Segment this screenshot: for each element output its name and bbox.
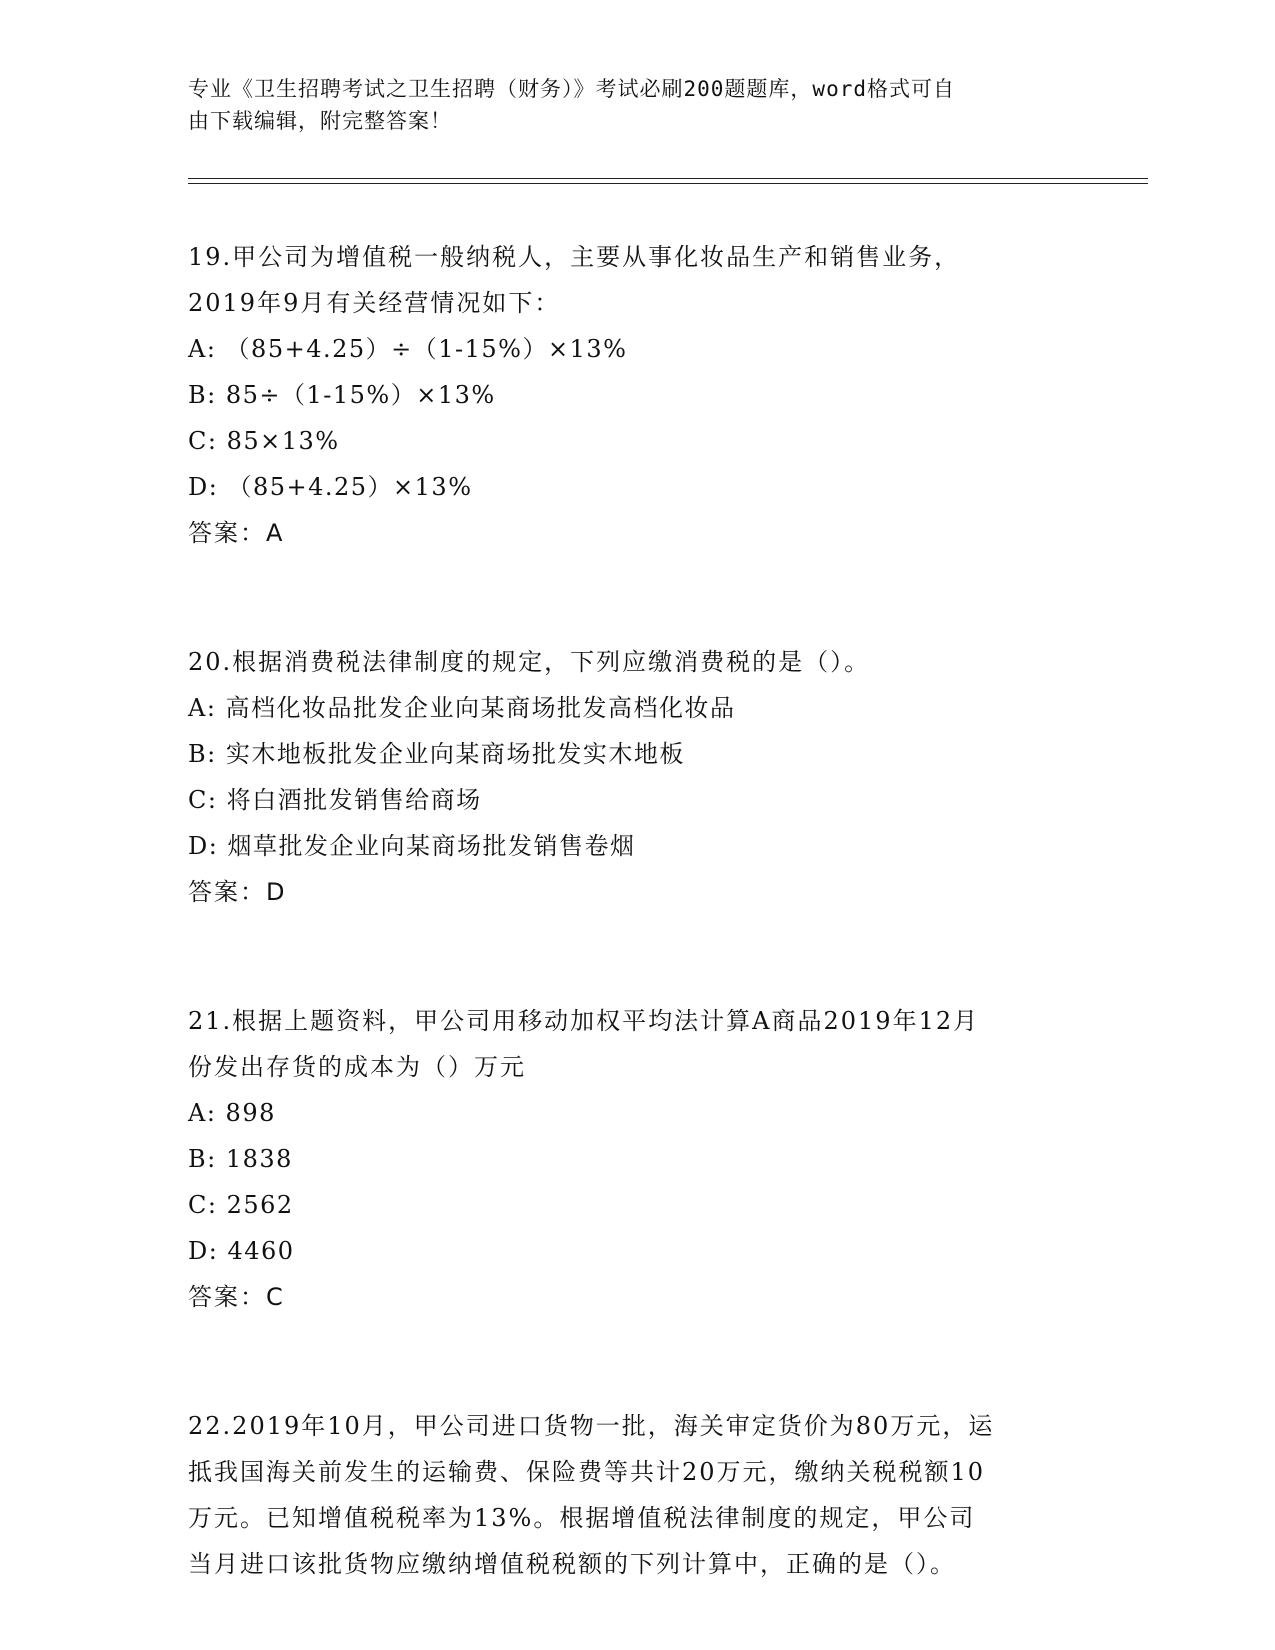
question-text (188, 234, 1088, 326)
header-line-1: 专业《卫生招聘考试之卫生招聘（财务）》考试必刷200题题库，word格式可自 (188, 77, 955, 101)
question-text (188, 639, 1088, 685)
question-line: 当月进口该批货物应缴纳增值税税额的下列计算中，正确的是（）。 (188, 1550, 956, 1578)
option-d: D: （85+4.25）×13% (188, 473, 473, 501)
header-line-2: 由下载编辑，附完整答案！ (188, 109, 452, 133)
option-c: C: 85×13% (188, 427, 340, 455)
question-line: 22.2019年10月，甲公司进口货物一批，海关审定货价为80万元，运 (188, 1412, 995, 1440)
option-c: C: 将白酒批发销售给商场 (188, 786, 482, 814)
option-b: B: 实木地板批发企业向某商场批发实木地板 (188, 740, 685, 768)
option-a: A: （85+4.25）÷（1-15%）×13% (188, 335, 628, 363)
question-19 (188, 234, 1088, 556)
question-line: 2019年9月有关经营情况如下： (188, 289, 561, 317)
header-rule-top (188, 178, 1148, 179)
question-line: 20.根据消费税法律制度的规定，下列应缴消费税的是（）。 (188, 648, 871, 676)
option-a: A: 高档化妆品批发企业向某商场批发高档化妆品 (188, 694, 736, 722)
answer: 答案：A (188, 519, 285, 547)
question-list (188, 234, 1088, 1587)
question-text (188, 1403, 1088, 1587)
option-b: B: 85÷（1-15%）×13% (188, 381, 496, 409)
answer: 答案：D (188, 878, 287, 906)
document-header (188, 73, 1068, 137)
option-d: D: 4460 (188, 1237, 295, 1265)
option-d: D: 烟草批发企业向某商场批发销售卷烟 (188, 832, 636, 860)
question-line: 抵我国海关前发生的运输费、保险费等共计20万元，缴纳关税税额10 (188, 1458, 986, 1486)
option-c: C: 2562 (188, 1191, 294, 1219)
option-b: B: 1838 (188, 1145, 293, 1173)
question-21 (188, 998, 1088, 1320)
question-text (188, 998, 1088, 1090)
header-rule-bottom (188, 183, 1148, 184)
answer: 答案：C (188, 1283, 285, 1311)
question-line: 份发出存货的成本为（）万元 (188, 1053, 526, 1081)
question-line: 21.根据上题资料，甲公司用移动加权平均法计算A商品2019年12月 (188, 1007, 980, 1035)
question-22 (188, 1403, 1088, 1587)
question-line: 万元。已知增值税税率为13%。根据增值税法律制度的规定，甲公司 (188, 1504, 976, 1532)
question-20 (188, 639, 1088, 915)
question-line: 19.甲公司为增值税一般纳税人，主要从事化妆品生产和销售业务， (188, 243, 961, 271)
option-a: A: 898 (188, 1099, 276, 1127)
